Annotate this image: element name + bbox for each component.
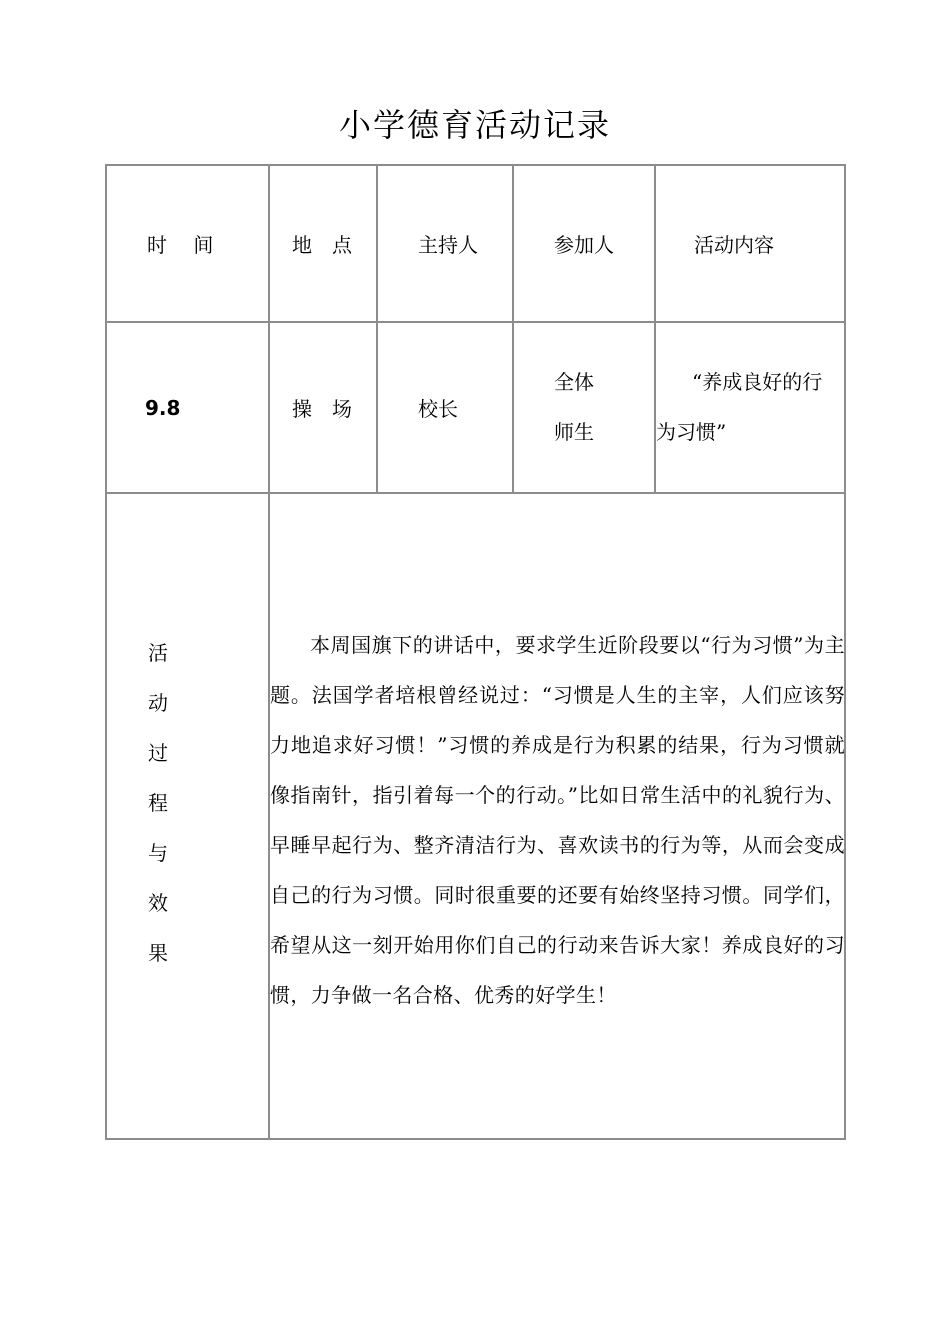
row-content-line1: “养成良好的行 — [692, 370, 823, 394]
row-cell-participants — [512, 321, 656, 494]
row-cell-content — [654, 321, 846, 494]
header-cell-time — [105, 164, 270, 323]
header-cell-content — [654, 164, 846, 323]
header-host-label: 主持人 — [418, 233, 478, 257]
row-participants-line1: 全体 — [554, 370, 594, 394]
header-place-label: 地 点 — [292, 233, 352, 257]
row-cell-time — [105, 321, 270, 494]
row-time-value: 9.8 — [145, 395, 181, 420]
row-participants-line2: 师生 — [554, 420, 594, 444]
process-label-cell — [105, 492, 270, 1140]
process-text: 本周国旗下的讲话中，要求学生近阶段要以“行为习惯”为主题。法国学者培根曾经说过：“习惯是人生的主宰，人们应该努力地追求好习惯！”习惯的养成是行为积累的结果，行为习惯就像指南针，指引着每一个的行动。”比如日常生活中的礼貌行为、早睡早起行为、整齐清洁行为、喜欢读书的行为等，从而会变成自己的行为习惯。同时很重要的还要有始终坚持习惯。同学们，希望从这一刻开始用你们自己的行动来告诉大家！养成良好的习惯，力争做一名合格、优秀的好学生！ — [270, 633, 845, 1007]
header-participants-label: 参加人 — [554, 233, 614, 257]
document-title: 小学德育活动记录 — [338, 106, 611, 144]
row-host-value: 校长 — [418, 397, 458, 421]
header-content-label: 活动内容 — [694, 233, 774, 257]
process-label: 活动过程与效果 — [148, 641, 168, 965]
header-time-label: 时 间 — [147, 233, 214, 257]
row-place-value: 操 场 — [292, 397, 352, 421]
process-content-cell — [268, 492, 846, 1140]
header-cell-place — [268, 164, 378, 323]
row-cell-host — [376, 321, 514, 494]
header-cell-host — [376, 164, 514, 323]
header-cell-participants — [512, 164, 656, 323]
row-cell-place — [268, 321, 378, 494]
row-content-line2: 为习惯” — [656, 420, 727, 444]
